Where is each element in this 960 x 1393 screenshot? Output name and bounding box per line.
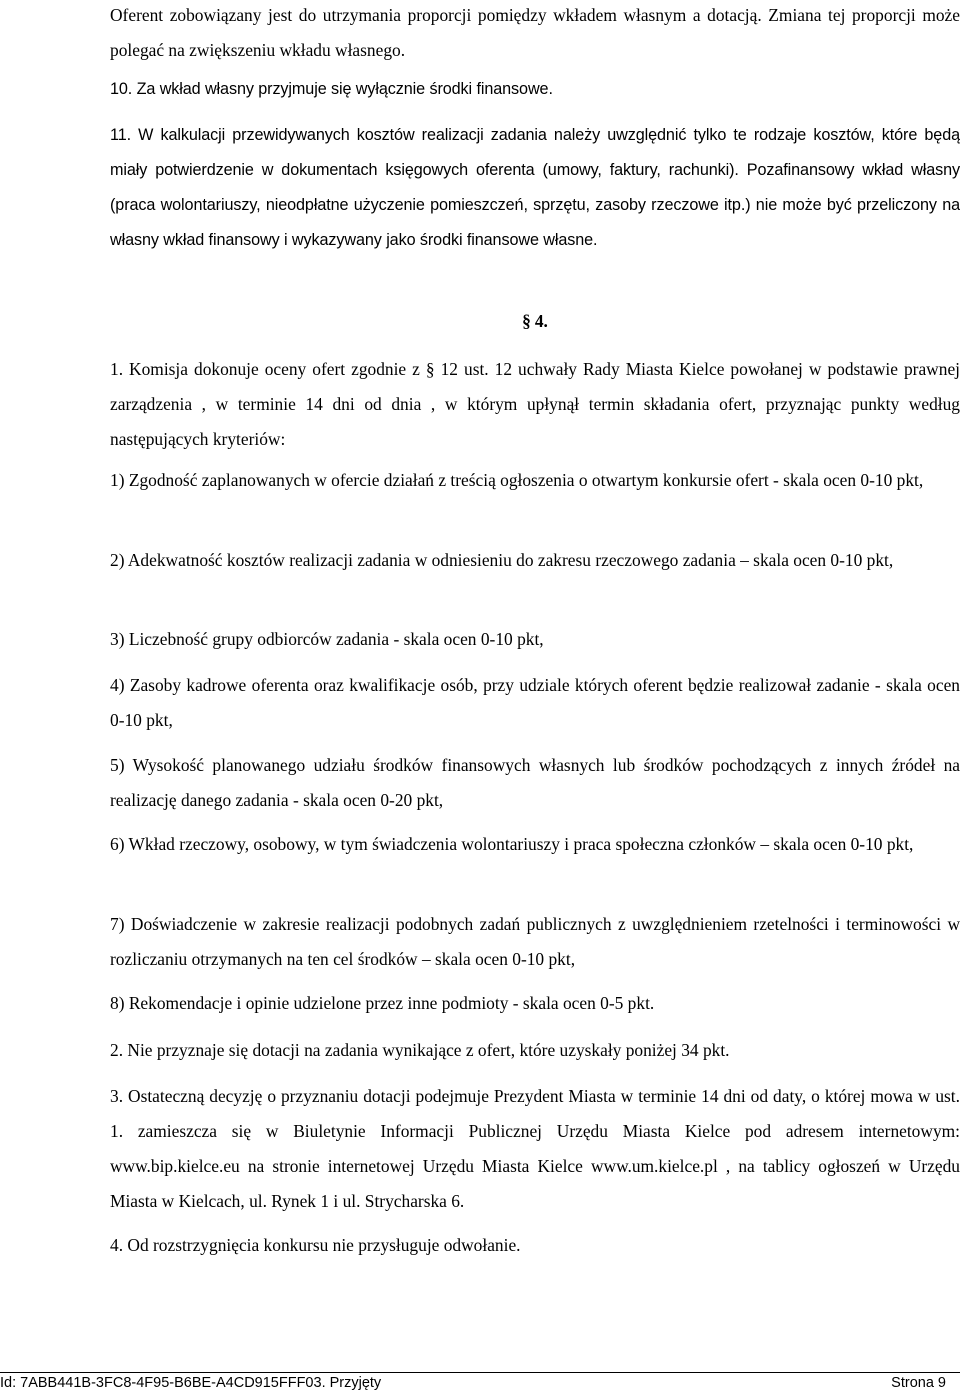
criterion-8: 8) Rekomendacje i opinie udzielone przez inne podmioty - skala ocen 0-5 pkt. bbox=[110, 993, 655, 1013]
criterion-5: 5) Wysokość planowanego udziału środków finansowych własnych lub środków pochodzących z innych źródeł na realizację danego zadania - skala ocen 0-20 pkt, bbox=[110, 755, 960, 810]
criterion-3: 3) Liczebność grupy odbiorców zadania - skala ocen 0-10 pkt, bbox=[110, 629, 544, 649]
paragraph-proportion: Oferent zobowiązany jest do utrzymania proporcji pomiędzy wkładem własnym a dotacją. Zmiana tej proporcji może polegać na zwiększeniu wkładu własnego. bbox=[110, 5, 960, 60]
criterion-4: 4) Zasoby kadrowe oferenta oraz kwalifikacje osób, przy udziale których oferent będzie realizował zadanie - skala ocen 0-10 pkt, bbox=[110, 675, 960, 730]
criterion-6: 6) Wkład rzeczowy, osobowy, w tym świadczenia wolontariuszy i praca społeczna członków – skala ocen 0-10 pkt, bbox=[110, 834, 914, 854]
paragraph-item-1: 1. Komisja dokonuje oceny ofert zgodnie z § 12 ust. 12 uchwały Rady Miasta Kielce powołanej w podstawie prawnej zarządzenia , w terminie 14 dni od dnia , w którym upłynął termin składania ofert, przyznając punkty według następujących kryteriów: bbox=[110, 359, 960, 449]
paragraph-item-3: 3. Ostateczną decyzję o przyznaniu dotacji podejmuje Prezydent Miasta w terminie 14 dni od daty, o której mowa w ust. 1. zamieszcza się w Biuletynie Informacji Publicznej Urzędu Miasta Kielce pod adresem internetowym: www.bip.kielce.eu na stronie internetowej Urzędu Miasta Kielce www.um.kielce.pl , na tablicy ogłoszeń w Urzędu Miasta w Kielcach, ul. Rynek 1 i ul. Strycharska 6. bbox=[110, 1086, 960, 1211]
page-footer bbox=[0, 1374, 960, 1393]
criterion-2: 2) Adekwatność kosztów realizacji zadania w odniesieniu do zakresu rzeczowego zadania – skala ocen 0-10 pkt, bbox=[110, 550, 894, 570]
section-heading bbox=[110, 309, 960, 333]
criterion-1: 1) Zgodność zaplanowanych w ofercie działań z treścią ogłoszenia o otwartym konkursie ofert - skala ocen 0-10 pkt, bbox=[110, 470, 924, 490]
paragraph-10: 10. Za wkład własny przyjmuje się wyłącznie środki finansowe. bbox=[110, 80, 553, 98]
section-mark: § bbox=[522, 311, 531, 331]
footer-page-number: Strona 9 bbox=[891, 1375, 946, 1391]
paragraph-item-4: 4. Od rozstrzygnięcia konkursu nie przysługuje odwołanie. bbox=[110, 1235, 521, 1255]
footer-divider bbox=[0, 1372, 960, 1373]
section-number: 4. bbox=[534, 311, 548, 331]
paragraph-item-2: 2. Nie przyznaje się dotacji na zadania wynikające z ofert, które uzyskały poniżej 34 pkt. bbox=[110, 1040, 730, 1060]
paragraph-11: 11. W kalkulacji przewidywanych kosztów realizacji zadania należy uwzględnić tylko te rodzaje kosztów, które będą miały potwierdzenie w dokumentach księgowych oferenta (umowy, faktury, rachunki). Pozafinansowy wkład własny (praca wolontariuszy, nieodpłatne użyczenie pomieszczeń, sprzętu, zasoby rzeczowe itp.) nie może być przeliczony na własny wkład finansowy i wykazywany jako środki finansowe własne. bbox=[110, 126, 960, 249]
criterion-7: 7) Doświadczenie w zakresie realizacji podobnych zadań publicznych z uwzględnieniem rzetelności i terminowości w rozliczaniu otrzymanych na ten cel środków – skala ocen 0-10 pkt, bbox=[110, 914, 960, 969]
footer-document-id: Id: 7ABB441B-3FC8-4F95-B6BE-A4CD915FFF03. Przyjęty bbox=[0, 1375, 382, 1391]
